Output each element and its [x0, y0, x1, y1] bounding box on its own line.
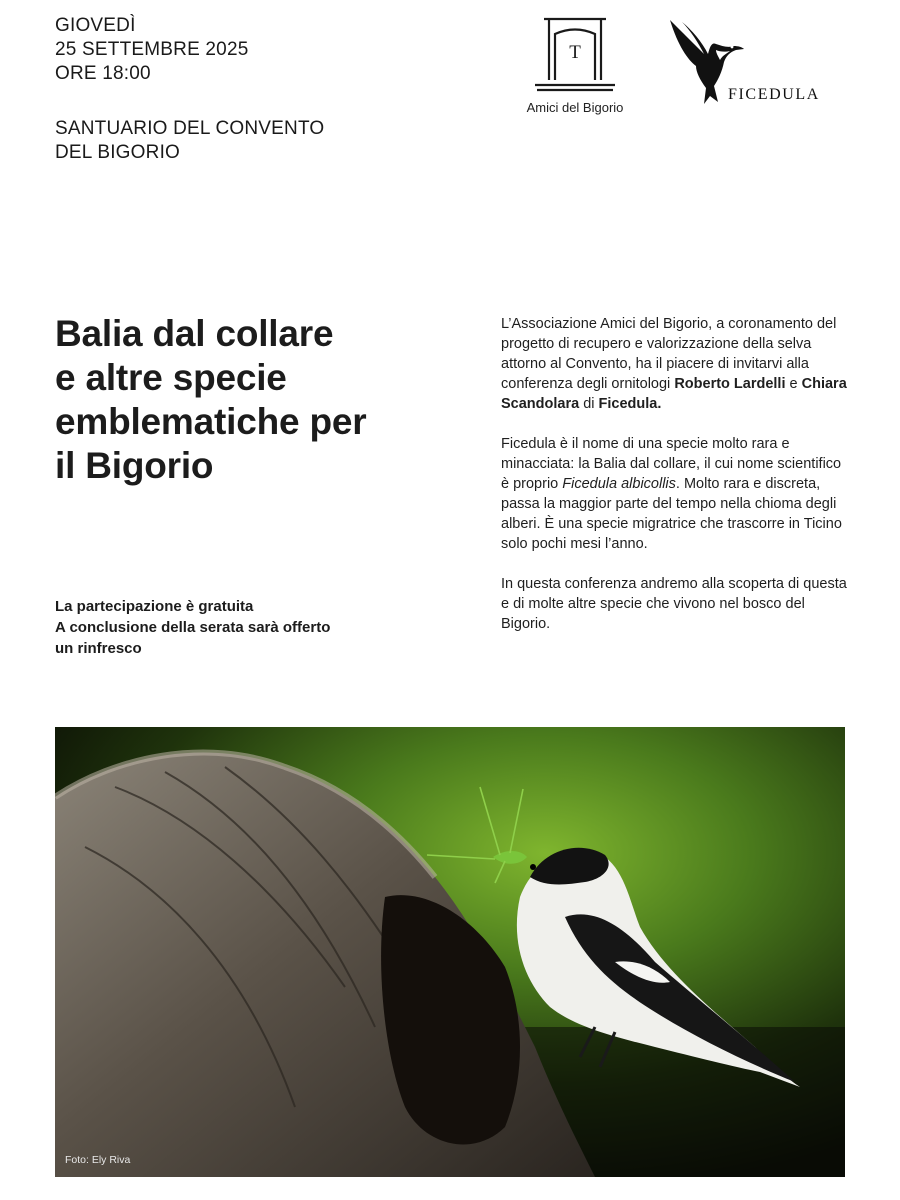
event-time: ORE 18:00 [55, 63, 151, 84]
event-date: 25 SETTEMBRE 2025 [55, 39, 249, 60]
speaker-name-2: Chiara Scandolara [501, 376, 847, 412]
organization-name: Ficedula. [598, 396, 662, 412]
svg-text:T: T [569, 42, 581, 63]
p2-text-a: Ficedula è il nome di una specie molto rara e minacciata: la Balia dal collare, il cui nome scientifico è proprio [501, 436, 842, 492]
amici-del-bigorio-logo [505, 14, 645, 124]
p1-conjunction: e [785, 376, 802, 392]
event-description [501, 314, 851, 654]
description-paragraph-2 [501, 434, 851, 554]
title-line-4: il Bigorio [55, 445, 214, 486]
p2-text-b: . Molto rara e discreta, passa la maggior parte del tempo nella chioma degli alberi. È una specie migratrice che trascorre in Ticino solo pochi mesi l’anno. [501, 476, 842, 552]
ficedula-logo-label: FICEDULA [728, 86, 820, 103]
p1-text: L’Associazione Amici del Bigorio, a coronamento del progetto di recupero e valorizzazione della selva attorno al Convento, ha il piacere di invitarvi alla conferenza degli ornitologi [501, 316, 837, 392]
p1-preposition: di [579, 396, 599, 412]
amici-logo-label: Amici del Bigorio [526, 100, 624, 115]
collared-flycatcher-image [55, 727, 845, 1177]
participation-notes [55, 596, 330, 659]
note-line-3: un rinfresco [55, 640, 142, 657]
scientific-name: Ficedula albicollis [562, 476, 676, 492]
event-venue [55, 117, 324, 165]
convent-gate-icon [505, 14, 645, 96]
description-paragraph-3: In questa conferenza andremo alla scoperta di questa e di molte altre specie che vivono nel bosco del Bigorio. [501, 576, 847, 632]
event-day: GIOVEDÌ [55, 15, 136, 36]
venue-line-2: DEL BIGORIO [55, 142, 181, 163]
venue-line-1: SANTUARIO DEL CONVENTO [55, 118, 325, 139]
title-line-2: e altre specie [55, 357, 287, 398]
ficedula-logo [660, 16, 830, 116]
note-line-1: La partecipazione è gratuita [55, 598, 254, 615]
event-title [55, 312, 455, 488]
speaker-name-1: Roberto Lardelli [674, 376, 786, 392]
event-date-block [55, 14, 248, 86]
note-line-2: A conclusione della serata sarà offerto [55, 619, 331, 636]
photo-credit: Foto: Ely Riva [65, 1154, 131, 1166]
description-paragraph-1 [501, 314, 851, 414]
title-line-3: emblematiche per [55, 401, 367, 442]
bird-photo [55, 727, 845, 1177]
title-line-1: Balia dal collare [55, 313, 334, 354]
